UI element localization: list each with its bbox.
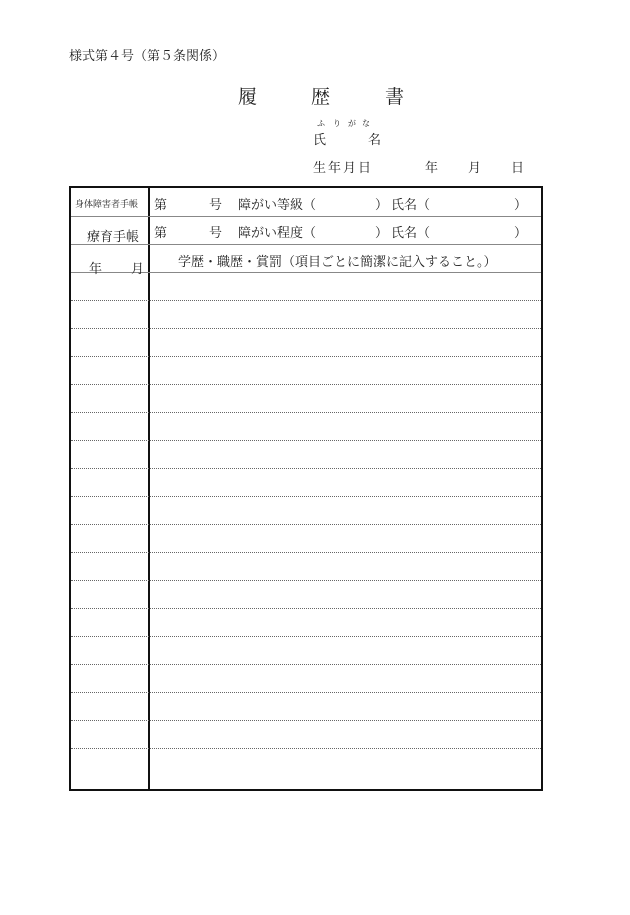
row1-grade-close: ）: [375, 198, 389, 213]
row2-grade-close: ）: [375, 226, 389, 241]
entry-line: [71, 636, 541, 637]
column-divider: [148, 188, 150, 789]
row1-go: 号: [209, 198, 223, 213]
header-month: 月: [131, 262, 145, 277]
entry-line: [71, 412, 541, 413]
entry-line: [71, 384, 541, 385]
rehab-handbook-label: 療育手帳: [87, 230, 140, 245]
row1-grade-label: 障がい等級（: [238, 198, 317, 213]
row1-name-close: ）: [514, 198, 528, 213]
name-label-char-1: 氏: [313, 133, 327, 148]
header-history: 学歴・職歴・賞罰（項目ごとに簡潔に記入すること。）: [178, 255, 497, 270]
row2-name-label: 氏名（: [391, 226, 431, 241]
entry-line: [71, 552, 541, 553]
name-label-char-2: 名: [368, 133, 382, 148]
birthdate-label: 生年月日: [313, 161, 374, 176]
row-divider-1: [71, 216, 541, 217]
furigana-char-4: な: [362, 119, 370, 128]
entry-line: [71, 748, 541, 749]
birth-month-unit: 月: [468, 161, 482, 176]
entry-line: [71, 580, 541, 581]
furigana-char-3: が: [348, 119, 356, 128]
form-number: 様式第４号（第５条関係）: [69, 49, 226, 64]
entry-line: [71, 468, 541, 469]
entry-line: [71, 440, 541, 441]
furigana-char-2: り: [333, 119, 341, 128]
furigana-char-1: ふ: [317, 119, 325, 128]
row2-go: 号: [209, 226, 223, 241]
entry-line: [71, 692, 541, 693]
entry-line: [71, 608, 541, 609]
row-divider-2: [71, 244, 541, 245]
entry-line: [71, 720, 541, 721]
physical-handbook-label: 身体障害者手帳: [75, 200, 139, 210]
document-title-char-1: 履: [238, 86, 258, 108]
row1-name-label: 氏名（: [391, 198, 431, 213]
row1-dai: 第: [154, 198, 168, 213]
entry-line: [71, 328, 541, 329]
header-year: 年: [89, 262, 103, 277]
entry-line: [71, 524, 541, 525]
row2-dai: 第: [154, 226, 168, 241]
document-title-char-3: 書: [385, 86, 405, 108]
entry-line: [71, 664, 541, 665]
row2-grade-label: 障がい程度（: [238, 226, 317, 241]
birth-year-unit: 年: [425, 161, 439, 176]
entry-line: [71, 496, 541, 497]
history-table: [69, 186, 543, 791]
entry-line: [71, 300, 541, 301]
document-title-char-2: 歴: [311, 86, 331, 108]
birth-day-unit: 日: [511, 161, 525, 176]
row2-name-close: ）: [514, 226, 528, 241]
entry-line: [71, 356, 541, 357]
